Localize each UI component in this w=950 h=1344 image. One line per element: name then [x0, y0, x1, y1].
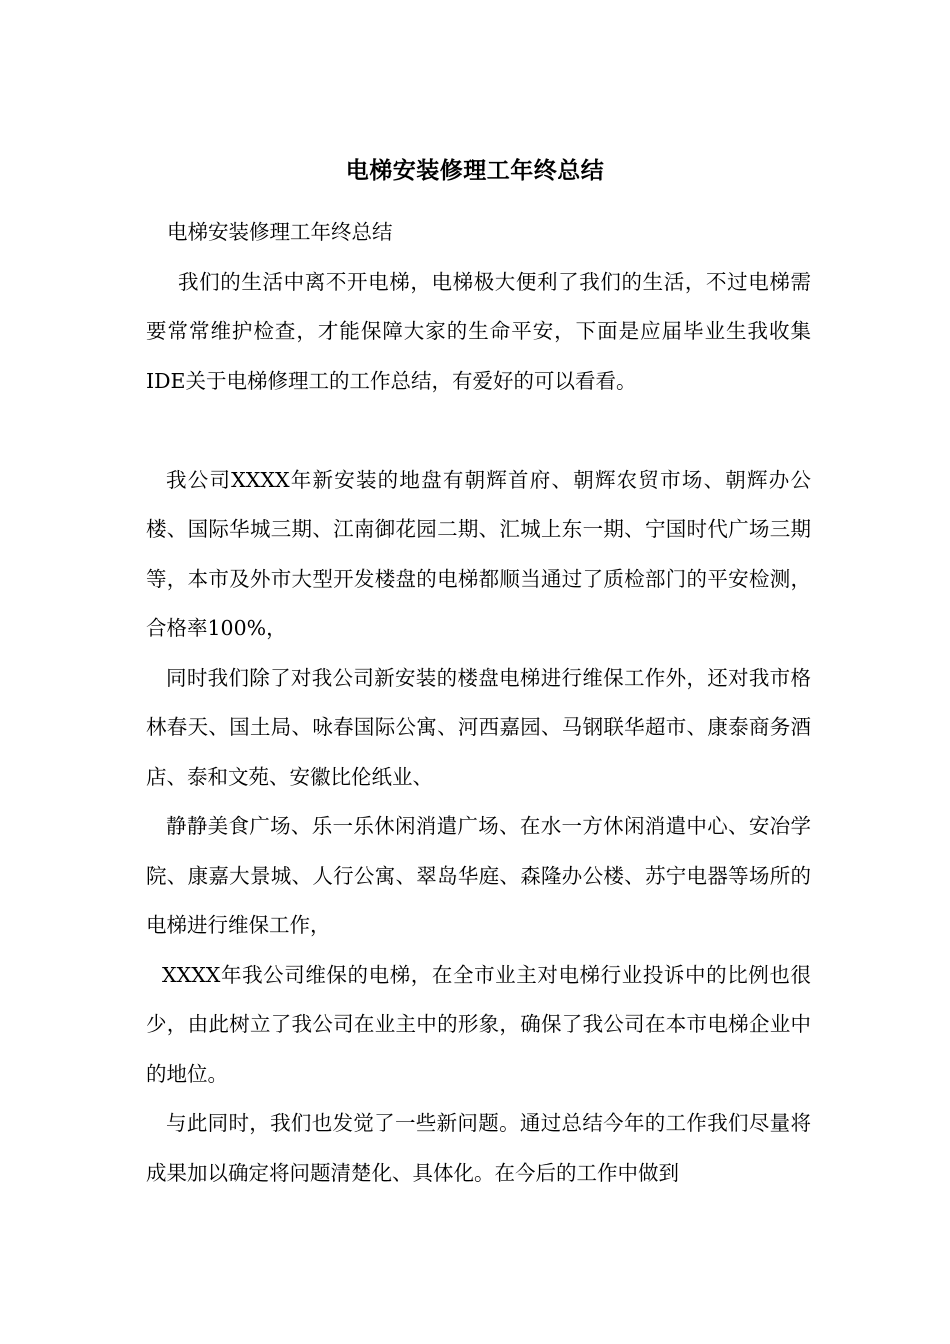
- document-title: 电梯安装修理工年终总结: [345, 157, 605, 184]
- paragraph-complaints: XXXX年我公司维保的电梯，在全市业主对电梯行业投诉中的比例也很少，由此树立了我公司在业主中的形象，确保了我公司在本市电梯企业中的地位。: [146, 962, 811, 1086]
- paragraph-maintenance-2: 静静美食广场、乐一乐休闲消遣广场、在水一方休闲消遣中心、安冶学院、康嘉大景城、人行公寓、翠岛华庭、森隆办公楼、苏宁电器等场所的电梯进行维保工作，: [146, 814, 811, 937]
- document-body: [146, 208, 811, 1198]
- paragraph-maintenance-1: 同时我们除了对我公司新安装的楼盘电梯进行维保工作外，还对我市格林春天、国土局、咏春国际公寓、河西嘉园、马钢联华超市、康泰商务酒店、泰和文苑、安徽比伦纸业、: [146, 665, 811, 789]
- blank-line: [146, 406, 811, 456]
- document-subtitle: 电梯安装修理工年终总结: [167, 220, 393, 244]
- paragraph-intro: 我们的生活中离不开电梯，电梯极大便利了我们的生活，不过电梯需要常常维护检查，才能保障大家的生命平安，下面是应届毕业生我收集IDE关于电梯修理工的工作总结，有爱好的可以看看。: [146, 269, 811, 393]
- paragraph-installations: 我公司XXXX年新安装的地盘有朝辉首府、朝辉农贸市场、朝辉办公楼、国际华城三期、江南御花园二期、汇城上东一期、宁国时代广场三期等，本市及外市大型开发楼盘的电梯都顺当通过了质检部门的平安检测，合格率100%，: [146, 467, 811, 640]
- paragraph-problems: 与此同时，我们也发觉了一些新问题。通过总结今年的工作我们尽量将成果加以确定将问题清楚化、具体化。在今后的工作中做到: [146, 1111, 811, 1185]
